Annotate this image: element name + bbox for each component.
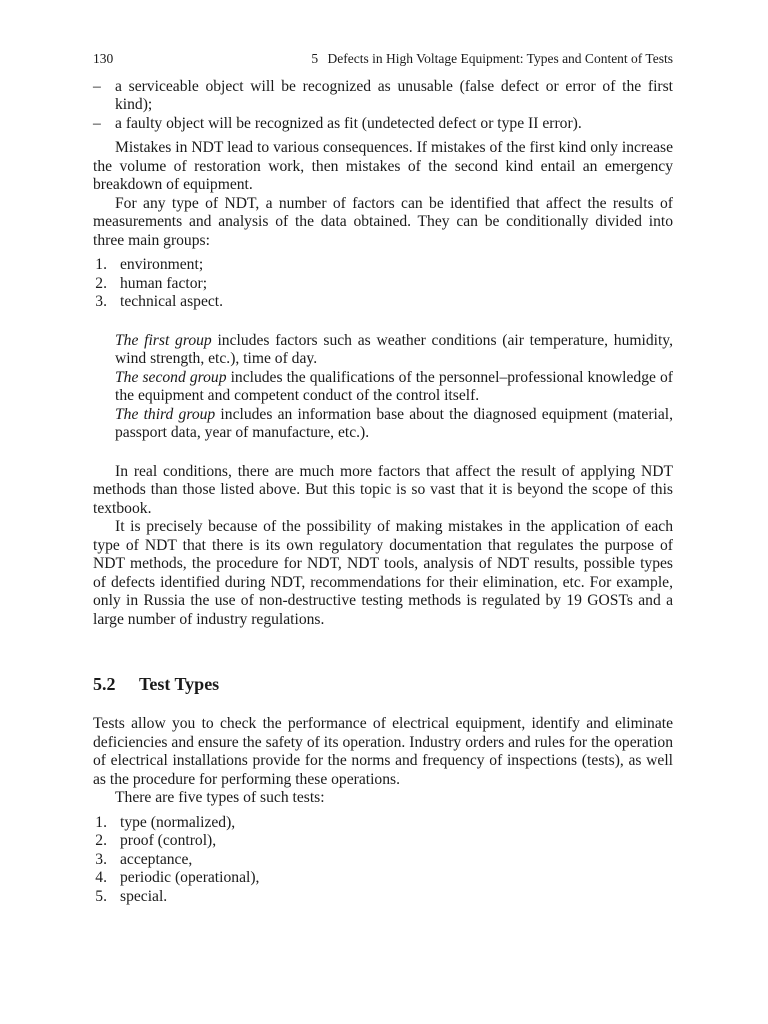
page [93, 50, 673, 906]
list-item [93, 78, 673, 115]
list-item [93, 832, 673, 851]
error-types-list [93, 78, 673, 134]
list-number: 5. [95, 887, 107, 905]
list-item [93, 256, 673, 275]
list-item-text: a faulty object will be recognized as fit (undetected defect or type II error). [115, 114, 582, 132]
group-name: The second group [115, 368, 227, 386]
group-text: includes an information base about the diagnosed equipment (material, passport data, year of manufacture, etc.). [115, 405, 673, 441]
list-item [93, 888, 673, 907]
group-description [115, 369, 673, 406]
test-types-list [93, 814, 673, 907]
paragraph-mistakes: Mistakes in NDT lead to various consequences. If mistakes of the first kind only increase the volume of restoration work, then mistakes of the second kind entail an emergency breakdown of equipment. [93, 139, 673, 193]
list-item-text: a serviceable object will be recognized as unusable (false defect or error of the first kind); [115, 77, 673, 113]
chapter-number: 5 [311, 51, 319, 66]
paragraph-tests: Tests allow you to check the performance of electrical equipment, identify and eliminate deficiencies and ensure the safety of its operation. Industry orders and rules for the operation of electrical installations provide for the norms and frequency of inspections (tests), as well as the procedure for performing these operations. [93, 715, 673, 788]
chapter-heading [311, 50, 673, 69]
group-text: includes factors such as weather conditions (air temperature, humidity, wind strength, etc.), time of day. [115, 331, 673, 367]
list-item [93, 275, 673, 294]
group-name: The first group [115, 331, 212, 349]
list-item-text: periodic (operational), [120, 869, 260, 886]
dash-marker: – [93, 114, 101, 132]
list-item [93, 869, 673, 888]
group-descriptions [93, 332, 673, 443]
list-item-text: technical aspect. [120, 293, 224, 310]
list-item-text: environment; [120, 256, 204, 273]
section-number: 5.2 [93, 674, 116, 694]
dash-marker: – [93, 77, 101, 95]
list-number: 2. [95, 274, 107, 292]
list-number: 2. [95, 832, 107, 849]
running-head [93, 50, 673, 69]
list-item-text: type (normalized), [120, 813, 236, 831]
group-description [115, 332, 673, 369]
group-text: includes the qualifications of the personnel–professional knowledge of the equipment and competent conduct of the control itself. [115, 368, 673, 404]
list-item [93, 851, 673, 870]
list-item-text: human factor; [120, 274, 208, 292]
list-number: 1. [95, 256, 107, 273]
list-item-text: proof (control), [120, 832, 217, 849]
list-item [93, 293, 673, 312]
paragraph-real-conditions: In real conditions, there are much more factors that affect the result of applying NDT methods than those listed above. But this topic is so vast that it is beyond the scope of this textbook. [93, 462, 673, 517]
page-number: 130 [93, 51, 114, 66]
section-title: Test Types [139, 674, 220, 694]
chapter-title: Defects in High Voltage Equipment: Types and Content of Tests [327, 51, 673, 66]
list-item [93, 115, 673, 134]
factor-groups-list [93, 256, 673, 312]
list-item-text: acceptance, [120, 850, 193, 868]
list-item [93, 814, 673, 833]
paragraph-factors: For any type of NDT, a number of factors can be identified that affect the results of measurements and analysis of the data obtained. They can be conditionally divided into three main groups: [93, 194, 673, 249]
group-name: The third group [115, 405, 216, 423]
section-heading [93, 673, 673, 695]
paragraph-regulation: It is precisely because of the possibility of making mistakes in the application of each type of NDT that there is its own regulatory documentation that regulates the purpose of NDT methods, the procedure for NDT, NDT tools, analysis of NDT results, possible types of defects identified during NDT, recommendations for their elimination, etc. For example, only in Russia the use of non-destructive testing methods is regulated by 19 GOSTs and a large number of industry regulations. [93, 518, 673, 628]
list-number: 3. [95, 850, 107, 868]
group-description [115, 406, 673, 443]
list-number: 3. [95, 293, 107, 310]
list-number: 1. [95, 813, 107, 831]
paragraph-test-types-intro: There are five types of such tests: [115, 789, 325, 806]
list-item-text: special. [120, 887, 168, 905]
list-number: 4. [95, 869, 107, 886]
